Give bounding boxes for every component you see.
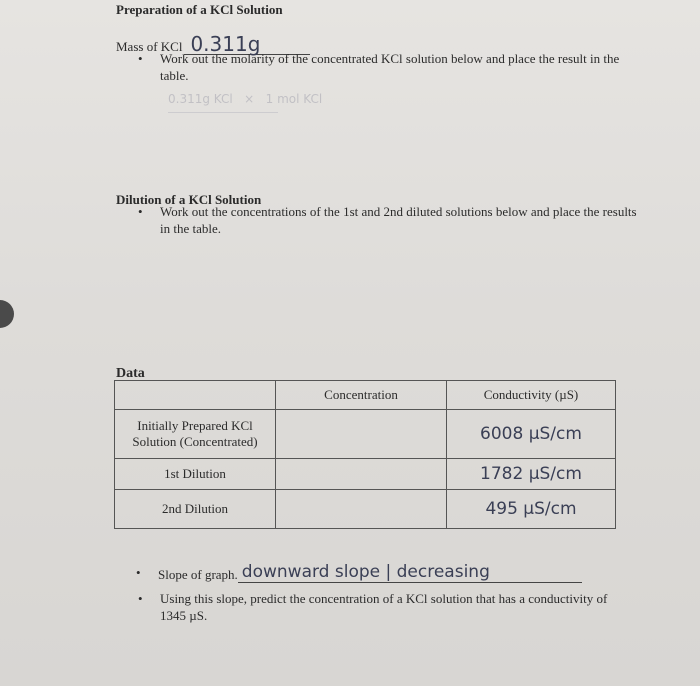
bullet-dot: • [136, 565, 141, 580]
row-concentration [276, 490, 447, 529]
row-label: 1st Dilution [115, 459, 276, 490]
table-row [115, 410, 616, 459]
table-row [115, 490, 616, 529]
table-header-row [115, 381, 616, 410]
dilution-bullet-text: Work out the concentrations of the 1st and 2nd diluted solutions below and place the results in the table. [160, 204, 637, 236]
header-cell-conductivity: Conductivity (µS) [447, 381, 616, 410]
slope-label: Slope of graph. [158, 567, 238, 582]
row-conductivity: 495 µS/cm [447, 490, 616, 529]
predict-bullet-text: Using this slope, predict the concentration of a KCl solution that has a conductivity of 1345 µS. [160, 591, 608, 623]
bleed-through-work: 0.311g KCl × 1 mol KCl [168, 92, 323, 106]
binder-hole [0, 300, 14, 328]
bullet-dot: • [138, 204, 143, 219]
data-table [114, 380, 616, 529]
header-cell-concentration: Concentration [276, 381, 447, 410]
data-heading: Data [116, 366, 145, 381]
prep-bullet-text: Work out the molarity of the concentrated KCl solution below and place the result in the table. [160, 51, 620, 83]
header-cell-label [115, 381, 276, 410]
bullet-dot: • [138, 591, 143, 606]
predict-bullet [138, 590, 678, 630]
mass-value: 0.311g [184, 34, 310, 55]
row-concentration [276, 459, 447, 490]
prep-bullet [138, 50, 678, 90]
row-label: Initially Prepared KCl Solution (Concentrated) [115, 410, 276, 459]
dilution-heading: Dilution of a KCl Solution [116, 192, 262, 207]
row-conductivity: 6008 µS/cm [447, 410, 616, 459]
table-row [115, 459, 616, 490]
bleed-through-line [168, 112, 278, 113]
bullet-dot: • [138, 51, 143, 66]
page-title: Preparation of a KCl Solution [116, 2, 283, 17]
slope-value: downward slope | decreasing [238, 562, 582, 583]
slope-line [136, 562, 582, 583]
row-label: 2nd Dilution [115, 490, 276, 529]
dilution-bullet [138, 203, 678, 243]
row-conductivity: 1782 µS/cm [447, 459, 616, 490]
row-concentration [276, 410, 447, 459]
mass-label: Mass of KCl [116, 39, 183, 54]
